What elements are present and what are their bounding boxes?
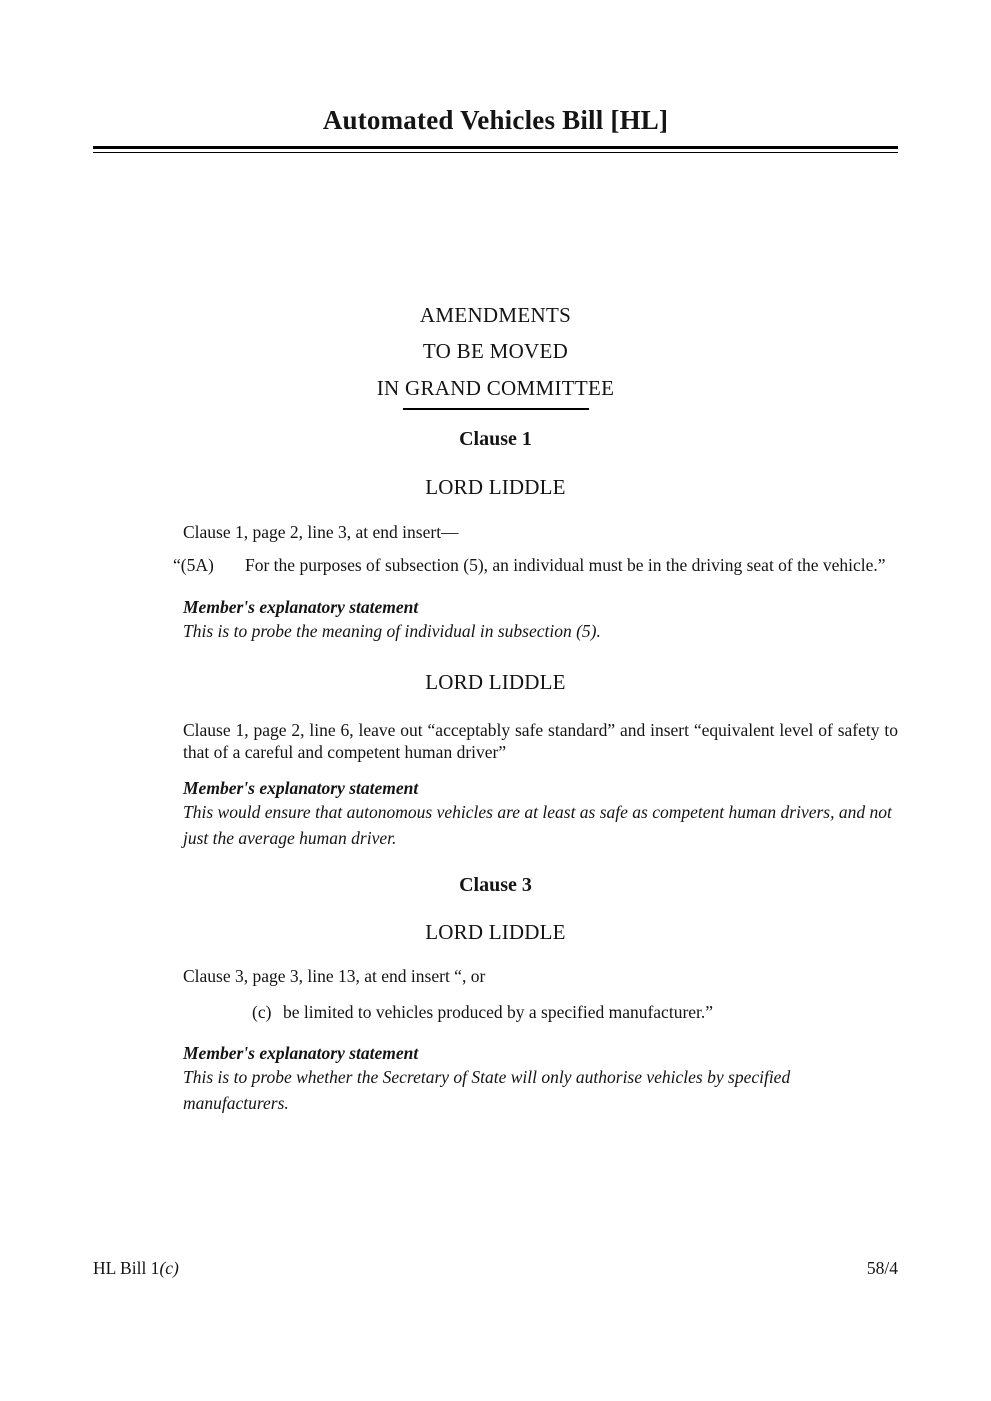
- paragraph-label: (c): [252, 1002, 272, 1022]
- inserted-paragraph: [93, 1001, 898, 1023]
- clause-heading-1: Clause 1: [459, 428, 532, 450]
- title-double-rule: [93, 146, 898, 153]
- amendment-instruction: Clause 1, page 2, line 6, leave out “acceptably safe standard” and insert “equivalent level of safety to that of a careful and competent human driver”: [183, 720, 898, 762]
- amendment-instruction: Clause 3, page 3, line 13, at end insert “, or: [183, 966, 486, 986]
- mover-name: LORD LIDDLE: [425, 670, 566, 694]
- page-footer: [93, 1257, 898, 1279]
- amendments-heading-line-1: AMENDMENTS: [419, 303, 572, 327]
- explanatory-statement-text: This would ensure that autonomous vehicles are at least as safe as competent human drivers, and not just the average human driver.: [183, 802, 892, 848]
- explanatory-statement-heading: Member's explanatory statement: [183, 1043, 419, 1063]
- explanatory-statement-text: This is to probe whether the Secretary of State will only authorise vehicles by specified manufacturers.: [183, 1067, 791, 1113]
- heading-underline-rule: [403, 408, 589, 410]
- explanatory-statement-text: This is to probe the meaning of individual in subsection (5).: [183, 621, 601, 641]
- paragraph-text: be limited to vehicles produced by a specified manufacturer.”: [283, 1002, 714, 1022]
- amendment-instruction: Clause 1, page 2, line 3, at end insert—: [183, 522, 459, 542]
- mover-name: LORD LIDDLE: [425, 475, 566, 499]
- bill-number-prefix: HL Bill 1: [93, 1258, 160, 1278]
- explanatory-statement-heading: Member's explanatory statement: [183, 597, 419, 617]
- page-content: [93, 0, 898, 1116]
- mover-name: LORD LIDDLE: [425, 920, 566, 944]
- amendments-heading-line-2: TO BE MOVED: [422, 339, 569, 363]
- bill-title: Automated Vehicles Bill [HL]: [322, 105, 669, 135]
- bill-number-suffix: (c): [159, 1258, 179, 1278]
- inserted-subsection: [93, 554, 898, 576]
- amendments-heading-line-3: IN GRAND COMMITTEE: [376, 376, 615, 400]
- explanatory-statement-heading: Member's explanatory statement: [183, 778, 419, 798]
- bill-number: [93, 1257, 179, 1279]
- paper-serial-number: 58/4: [866, 1258, 898, 1278]
- subsection-label: “(5A): [173, 555, 214, 575]
- clause-heading-3: Clause 3: [459, 874, 532, 896]
- subsection-text: For the purposes of subsection (5), an individual must be in the driving seat of the vehicle.”: [245, 555, 886, 575]
